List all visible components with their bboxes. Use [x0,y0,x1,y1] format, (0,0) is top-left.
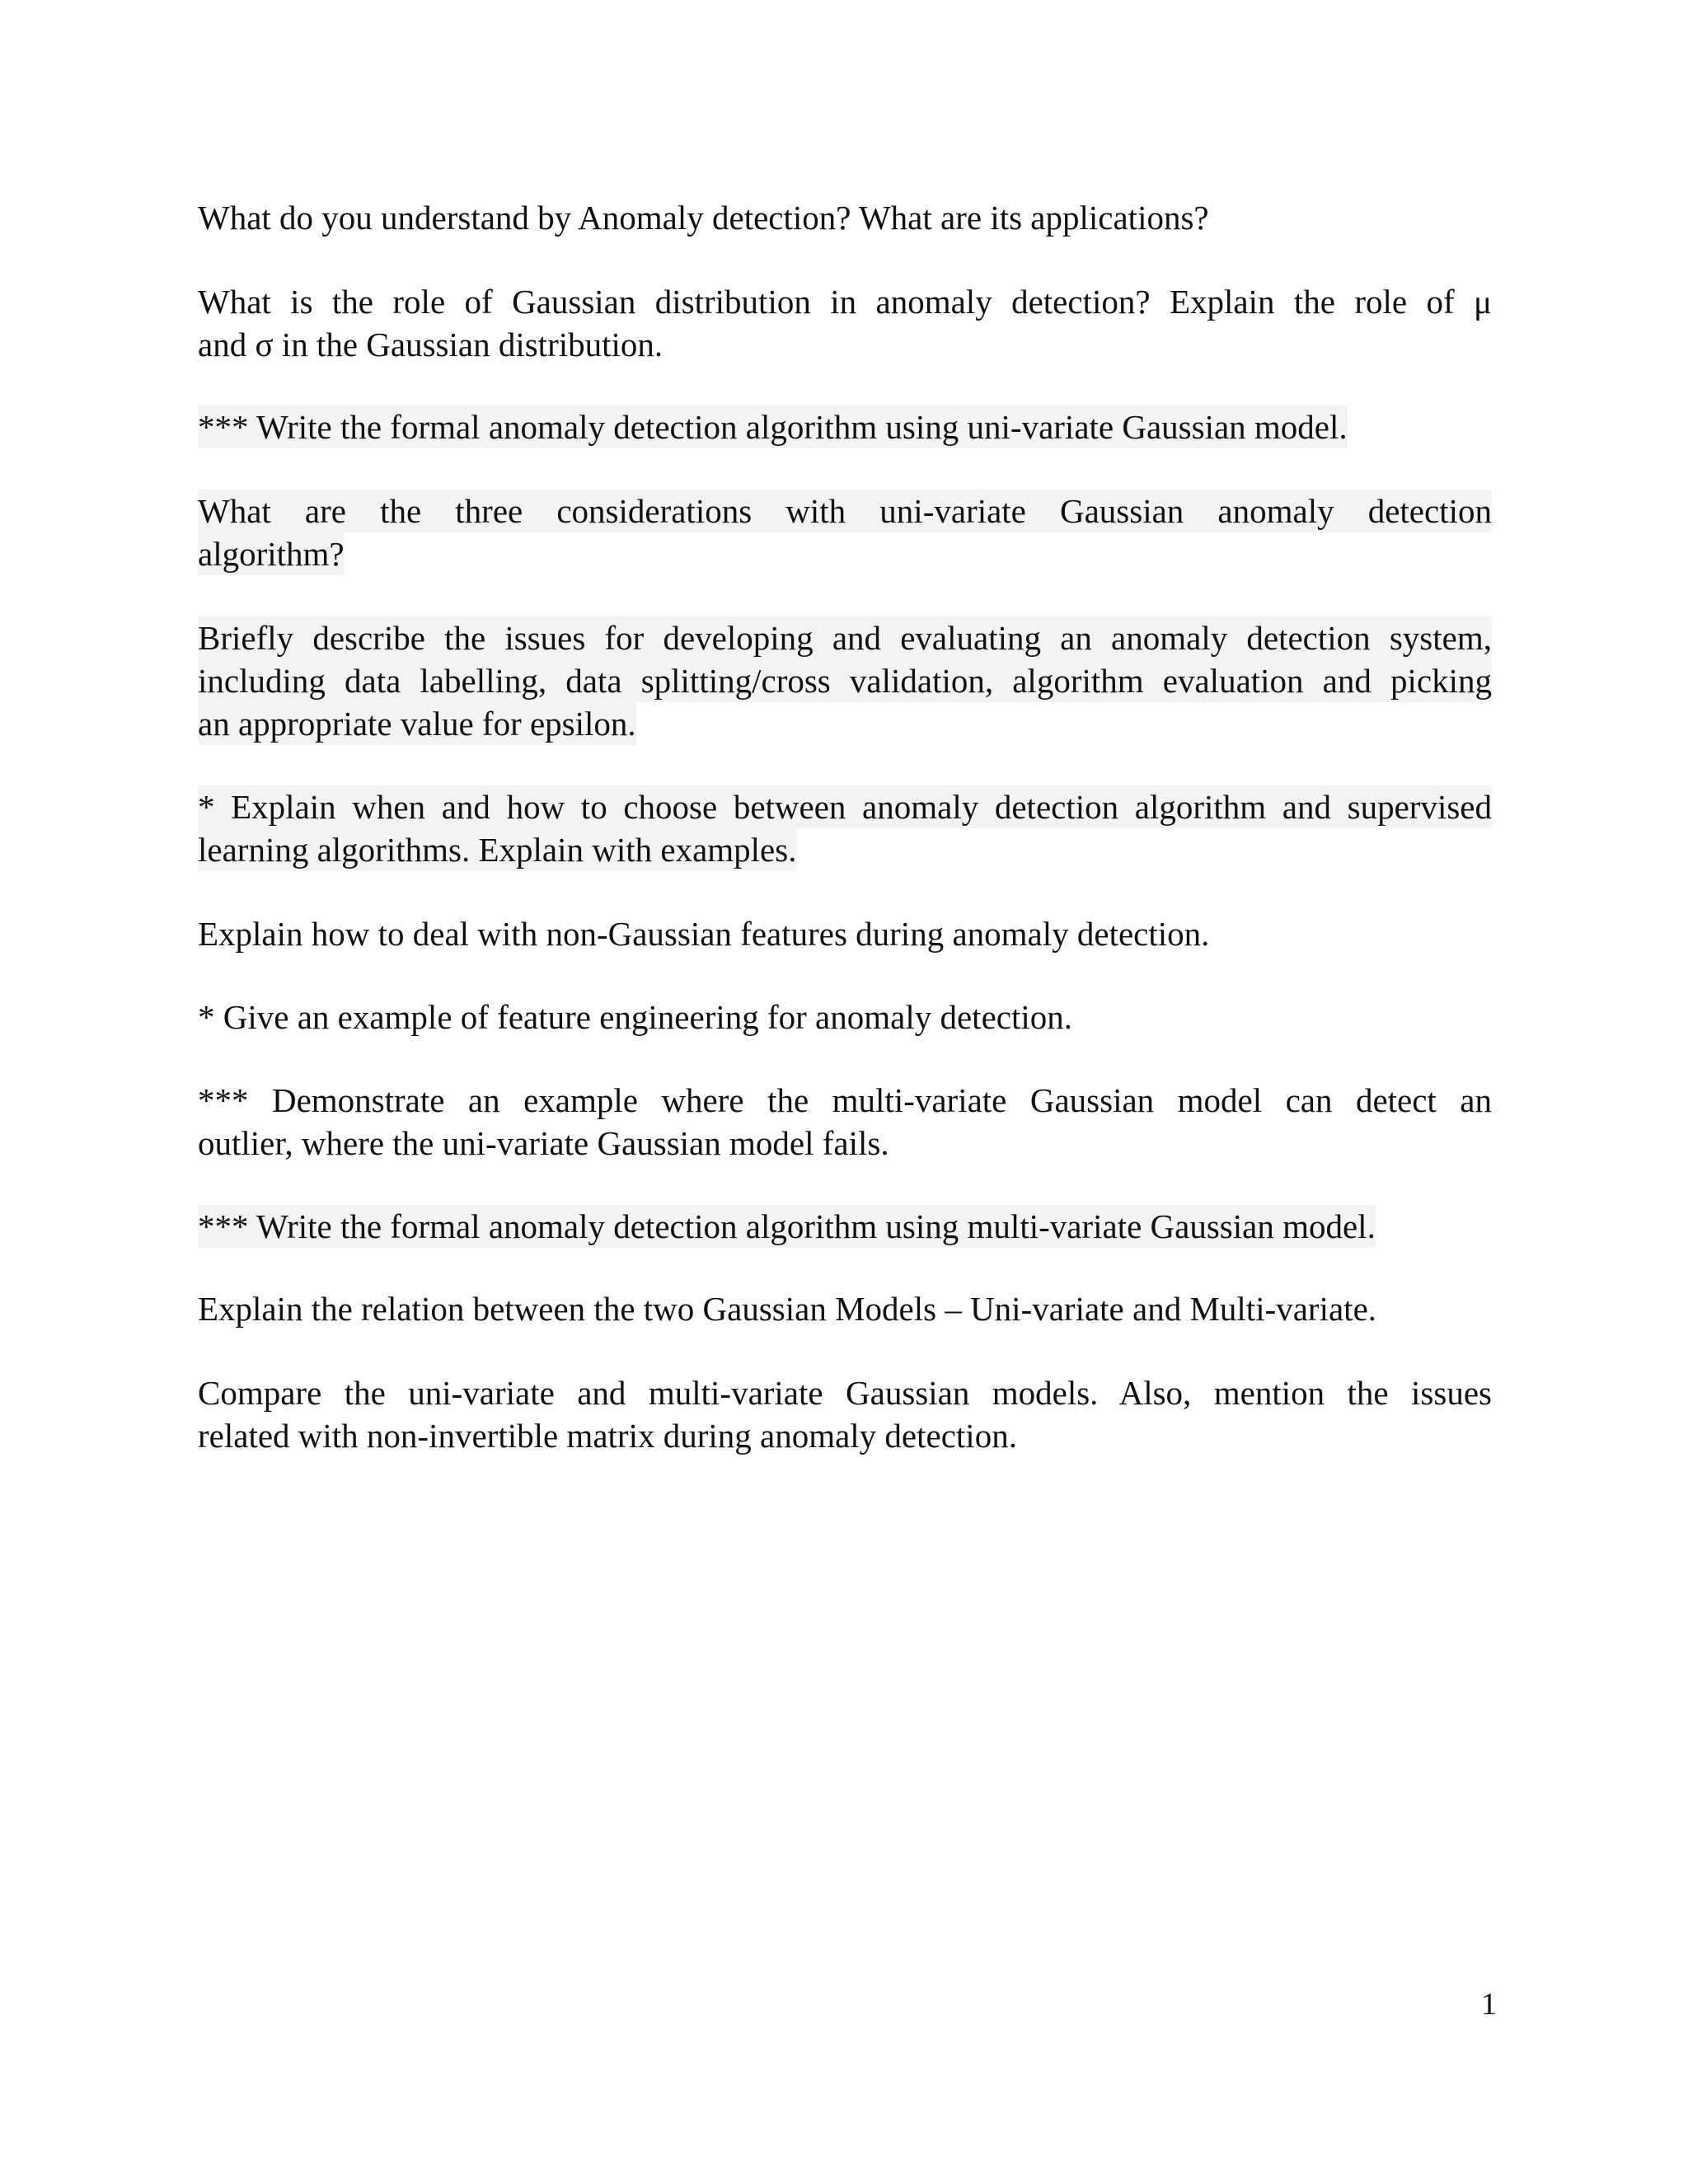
question-6-line-2: learning algorithms. Explain with examples. [198,828,796,871]
question-8-text: * Give an example of feature engineering for anomaly detection. [198,998,1072,1036]
question-3 [198,405,1492,448]
question-6-line-1: * Explain when and how to choose between anomaly detection algorithm and supervised [198,785,1492,828]
question-10 [198,1205,1492,1248]
question-5-line-3: an appropriate value for epsilon. [198,702,636,745]
question-6 [198,785,1492,871]
question-7-text: Explain how to deal with non-Gaussian features during anomaly detection. [198,915,1210,953]
question-11 [198,1287,1492,1330]
question-10-text: *** Write the formal anomaly detection algorithm using multi-variate Gaussian model. [198,1205,1376,1248]
question-5-line-1: Briefly describe the issues for developing and evaluating an anomaly detection system, [198,616,1492,659]
question-4 [198,490,1492,575]
question-12-line-1: Compare the uni-variate and multi-variate Gaussian models. Also, mention the issues [198,1374,1492,1412]
question-5-line-2: including data labelling, data splitting/cross validation, algorithm evaluation and picking [198,659,1492,702]
question-11-text: Explain the relation between the two Gaussian Models – Uni-variate and Multi-variate. [198,1290,1377,1328]
question-9-line-1: *** Demonstrate an example where the multi-variate Gaussian model can detect an [198,1081,1492,1119]
question-4-line-2: algorithm? [198,532,345,575]
question-2 [198,280,1492,366]
question-5 [198,616,1492,745]
question-9 [198,1079,1492,1165]
question-4-line-1: What are the three considerations with uni-variate Gaussian anomaly detection [198,490,1492,532]
question-7 [198,912,1492,955]
question-12-line-2: related with non-invertible matrix during anomaly detection. [198,1417,1017,1455]
question-8 [198,996,1492,1038]
page-number: 1 [1481,1987,1497,2022]
question-3-text: *** Write the formal anomaly detection algorithm using uni-variate Gaussian model. [198,405,1348,448]
question-2-line-1: What is the role of Gaussian distribution in anomaly detection? Explain the role of μ [198,283,1492,321]
question-2-line-2: and σ in the Gaussian distribution. [198,326,663,363]
question-12 [198,1371,1492,1457]
question-1 [198,196,1492,239]
question-9-line-2: outlier, where the uni-variate Gaussian model fails. [198,1124,889,1162]
question-1-text: What do you understand by Anomaly detection? What are its applications? [198,199,1209,237]
